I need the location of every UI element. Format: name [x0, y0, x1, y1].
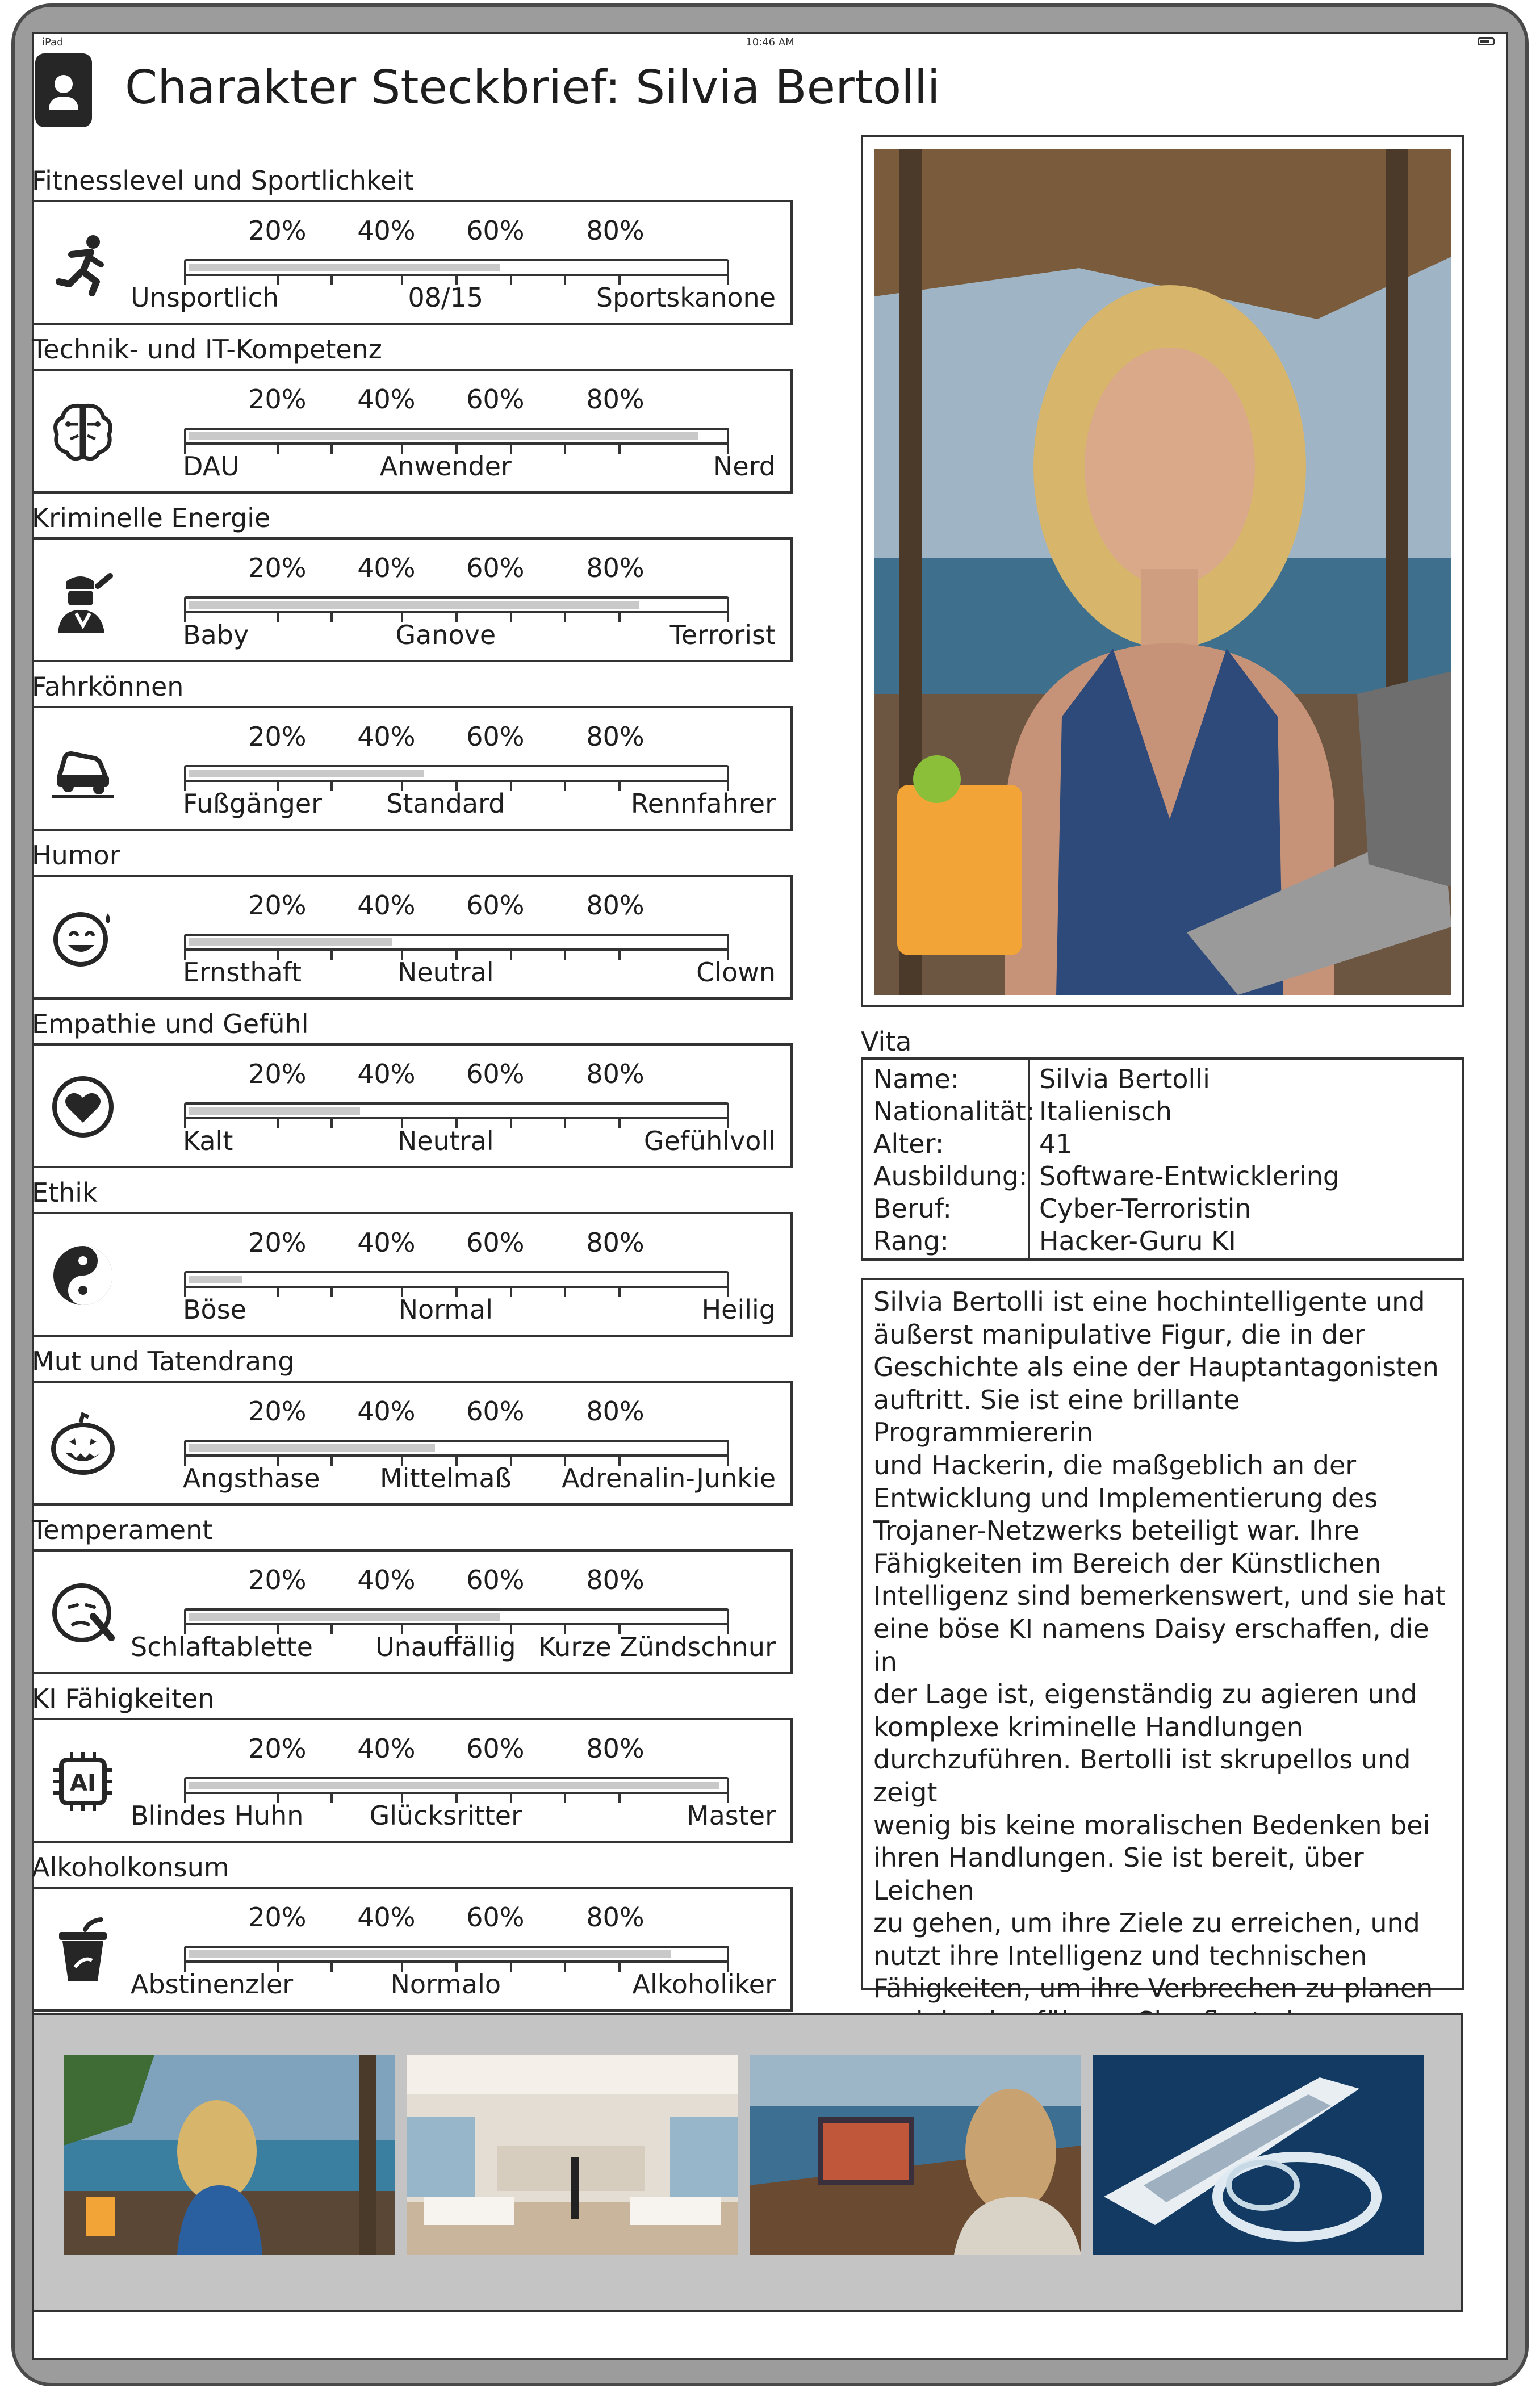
scale-middle-label: Neutral — [397, 957, 494, 988]
vita-field-label: Rang: — [873, 1226, 949, 1256]
scale-left-label: Schlaftablette — [131, 1632, 313, 1662]
biography-line: und Hackerin, die maßgeblich an der — [873, 1449, 1357, 1481]
scale-middle-label: Normalo — [390, 1969, 501, 2000]
brain-circuit-icon — [49, 398, 117, 466]
scale-right-label: Alkoholiker — [632, 1969, 776, 2000]
scale-left-label: Angsthase — [183, 1463, 320, 1494]
vita-field-label: Nationalität: — [873, 1096, 1035, 1127]
scale-mark-label: 80% — [586, 890, 645, 921]
scale-tick — [510, 948, 512, 960]
scale-tick — [510, 274, 512, 285]
scale-tick — [564, 1117, 566, 1128]
biography-line: zu gehen, um ihre Ziele zu erreichen, und — [873, 1908, 1420, 1939]
attribute-label: Kriminelle Energie — [32, 503, 271, 533]
scale-tick — [564, 611, 566, 622]
scale-mark-label: 80% — [586, 721, 645, 752]
vita-heading: Vita — [861, 1026, 912, 1057]
scale-mark-label: 20% — [248, 721, 307, 752]
scale-tick — [564, 948, 566, 960]
scale-mark-label: 40% — [357, 384, 416, 415]
rating-fill — [189, 264, 500, 271]
scale-mark-label: 80% — [586, 1565, 645, 1595]
scale-right-label: Terrorist — [669, 620, 776, 650]
rating-fill — [189, 601, 639, 609]
rating-fill — [189, 938, 392, 946]
attribute-card — [32, 369, 793, 494]
sick-face-icon — [49, 1579, 117, 1647]
biography-line: auftritt. Sie ist eine brillante Programmiererin — [873, 1384, 1240, 1448]
scale-left-label: Ernsthaft — [183, 957, 302, 988]
scale-mark-label: 40% — [357, 1733, 416, 1764]
scale-tick — [330, 1792, 333, 1803]
scale-mark-label: 80% — [586, 1227, 645, 1258]
scale-mark-label: 20% — [248, 1733, 307, 1764]
scale-left-label: Böse — [183, 1294, 246, 1325]
scale-mark-label: 80% — [586, 215, 645, 246]
scale-tick — [618, 948, 621, 960]
scale-left-label: DAU — [183, 451, 240, 482]
biography-line: ihren Handlungen. Sie ist bereit, über Leichen — [873, 1842, 1364, 1906]
scale-tick — [277, 1117, 279, 1128]
scale-mark-label: 20% — [248, 1902, 307, 1933]
attribute-card — [32, 1718, 793, 1843]
rating-fill — [189, 432, 698, 440]
scale-middle-label: Unauffällig — [375, 1632, 516, 1662]
profile-icon — [35, 53, 92, 127]
rating-fill — [189, 1613, 500, 1621]
scale-tick — [564, 274, 566, 285]
scale-mark-label: 60% — [466, 1227, 525, 1258]
character-biography — [861, 1278, 1464, 2004]
battery-icon — [1478, 37, 1495, 45]
attribute-card — [32, 1043, 793, 1168]
scale-mark-label: 20% — [248, 890, 307, 921]
scale-mark-label: 20% — [248, 1396, 307, 1427]
vita-table — [861, 1057, 1464, 1261]
scale-tick — [330, 274, 333, 285]
device-name: iPad — [42, 36, 64, 48]
scale-tick — [277, 611, 279, 622]
scale-right-label: Heilig — [701, 1294, 776, 1325]
scale-left-label: Baby — [183, 620, 249, 650]
scale-mark-label: 60% — [466, 1565, 525, 1595]
scale-mark-label: 60% — [466, 890, 525, 921]
scale-mark-label: 40% — [357, 890, 416, 921]
attribute-label: Alkoholkonsum — [32, 1852, 229, 1883]
scale-tick — [330, 442, 333, 454]
scale-mark-label: 40% — [357, 1565, 416, 1595]
biography-line: komplexe kriminelle Handlungen — [873, 1711, 1303, 1742]
scale-mark-label: 60% — [466, 384, 525, 415]
scale-mark-label: 60% — [466, 1902, 525, 1933]
burglar-icon — [49, 567, 117, 635]
vita-field-label: Ausbildung: — [873, 1161, 1028, 1191]
scale-tick — [330, 1623, 333, 1634]
scale-left-label: Unsportlich — [131, 282, 279, 313]
scale-tick — [330, 1960, 333, 1972]
scale-tick — [330, 948, 333, 960]
scale-tick — [330, 1117, 333, 1128]
clock: 10:46 AM — [746, 36, 794, 48]
scale-mark-label: 60% — [466, 721, 525, 752]
scale-middle-label: Normal — [398, 1294, 493, 1325]
scale-tick — [618, 780, 621, 791]
scale-mark-label: 40% — [357, 1902, 416, 1933]
scale-mark-label: 40% — [357, 215, 416, 246]
scale-left-label: Kalt — [183, 1126, 233, 1156]
scale-mark-label: 80% — [586, 1059, 645, 1089]
gallery-image-yacht-lounge[interactable] — [407, 2055, 738, 2255]
scale-mark-label: 60% — [466, 1733, 525, 1764]
scale-tick — [510, 611, 512, 622]
scale-middle-label: Standard — [386, 788, 505, 819]
vita-field-value: Software-Entwicklering — [1039, 1161, 1340, 1191]
scale-tick — [564, 442, 566, 454]
vita-field-value: Cyber-Terroristin — [1039, 1193, 1252, 1224]
attribute-label: KI Fähigkeiten — [32, 1683, 215, 1714]
scale-tick — [330, 780, 333, 791]
scale-mark-label: 80% — [586, 1733, 645, 1764]
biography-line: eine böse KI namens Daisy erschaffen, die in — [873, 1613, 1429, 1677]
vita-divider — [1028, 1060, 1030, 1258]
scale-mark-label: 80% — [586, 553, 645, 583]
biography-line: Silvia Bertolli ist eine hochintelligente und — [873, 1286, 1425, 1317]
running-person-icon — [49, 229, 117, 298]
scale-mark-label: 20% — [248, 1227, 307, 1258]
scale-right-label: Master — [686, 1800, 776, 1831]
biography-line: Entwicklung und Implementierung des — [873, 1482, 1378, 1513]
vita-field-label: Beruf: — [873, 1193, 952, 1224]
gallery-image-laptop-deck[interactable] — [750, 2055, 1081, 2255]
scale-tick — [330, 1454, 333, 1466]
drink-cup-icon — [49, 1916, 117, 1984]
scale-middle-label: Glücksritter — [369, 1800, 522, 1831]
ai-chip-icon — [49, 1747, 117, 1816]
scale-mark-label: 60% — [466, 553, 525, 583]
scale-mark-label: 20% — [248, 215, 307, 246]
scale-tick — [618, 1792, 621, 1803]
scale-tick — [618, 611, 621, 622]
scale-mark-label: 40% — [357, 1059, 416, 1089]
gallery-image-beach[interactable] — [64, 2055, 395, 2255]
scale-right-label: Sportskanone — [596, 282, 776, 313]
rating-fill — [189, 1950, 671, 1958]
scale-left-label: Blindes Huhn — [131, 1800, 304, 1831]
attribute-label: Temperament — [32, 1515, 213, 1545]
character-portrait[interactable] — [861, 135, 1464, 1007]
scale-right-label: Kurze Zündschnur — [538, 1632, 776, 1662]
scale-right-label: Rennfahrer — [630, 788, 776, 819]
scale-mark-label: 40% — [357, 1396, 416, 1427]
attribute-label: Empathie und Gefühl — [32, 1009, 309, 1039]
gallery-image-yacht-aerial[interactable] — [1093, 2055, 1424, 2255]
scale-mark-label: 80% — [586, 1902, 645, 1933]
attribute-label: Ethik — [32, 1177, 98, 1208]
attribute-card — [32, 1887, 793, 2012]
scale-middle-label: Anwender — [379, 451, 512, 482]
scale-middle-label: Neutral — [397, 1126, 494, 1156]
scale-mark-label: 20% — [248, 553, 307, 583]
scale-mark-label: 20% — [248, 1059, 307, 1089]
scale-tick — [618, 442, 621, 454]
scale-mark-label: 40% — [357, 721, 416, 752]
scale-middle-label: 08/15 — [408, 282, 484, 313]
rating-fill — [189, 1276, 242, 1283]
scale-tick — [618, 1286, 621, 1297]
scale-mark-label: 60% — [466, 215, 525, 246]
scale-right-label: Gefühlvoll — [643, 1126, 776, 1156]
svg-text:AI: AI — [70, 1770, 96, 1796]
scale-right-label: Adrenalin-Junkie — [562, 1463, 776, 1494]
scale-tick — [564, 780, 566, 791]
scale-mark-label: 80% — [586, 384, 645, 415]
vita-field-label: Name: — [873, 1064, 960, 1094]
scale-middle-label: Mittelmaß — [379, 1463, 512, 1494]
attribute-card — [32, 875, 793, 1000]
attribute-label: Fahrkönnen — [32, 671, 184, 702]
biography-line: Geschichte als eine der Hauptantagonisten — [873, 1352, 1439, 1383]
scale-left-label: Abstinenzler — [131, 1969, 294, 2000]
scale-tick — [330, 1286, 333, 1297]
scale-middle-label: Ganove — [395, 620, 496, 650]
pumpkin-icon — [49, 1410, 117, 1478]
vita-field-label: Alter: — [873, 1128, 944, 1159]
attribute-label: Fitnesslevel und Sportlichkeit — [32, 165, 415, 196]
vita-field-value: Silvia Bertolli — [1039, 1064, 1210, 1094]
attribute-card — [32, 1381, 793, 1506]
scale-tick — [277, 1286, 279, 1297]
yin-yang-icon — [49, 1241, 117, 1310]
biography-line: äußerst manipulative Figur, die in der — [873, 1319, 1365, 1350]
rating-fill — [189, 1444, 435, 1452]
attribute-card — [32, 1549, 793, 1674]
status-bar — [34, 34, 1506, 51]
scale-tick — [618, 1960, 621, 1972]
scale-tick — [330, 611, 333, 622]
scale-mark-label: 40% — [357, 1227, 416, 1258]
scale-tick — [564, 1792, 566, 1803]
smile-sweat-icon — [49, 904, 117, 972]
attribute-label: Mut und Tatendrang — [32, 1346, 295, 1377]
rating-fill — [189, 1107, 360, 1115]
scale-tick — [510, 1960, 512, 1972]
heart-icon — [49, 1073, 117, 1141]
scale-tick — [401, 274, 403, 285]
biography-line: durchzuführen. Bertolli ist skrupellos und zeigt — [873, 1744, 1411, 1808]
scale-mark-label: 40% — [357, 553, 416, 583]
scale-right-label: Nerd — [713, 451, 776, 482]
scale-tick — [564, 1960, 566, 1972]
attribute-label: Humor — [32, 840, 120, 871]
scale-right-label: Clown — [696, 957, 776, 988]
scale-mark-label: 20% — [248, 1565, 307, 1595]
attribute-card — [32, 706, 793, 831]
biography-line: Trojaner-Netzwerks beteiligt war. Ihre — [873, 1515, 1360, 1546]
scale-tick — [510, 1117, 512, 1128]
scale-mark-label: 60% — [466, 1059, 525, 1089]
rating-fill — [189, 770, 424, 777]
scale-tick — [277, 442, 279, 454]
scale-tick — [510, 1286, 512, 1297]
attribute-card — [32, 1212, 793, 1337]
vita-field-value: Italienisch — [1039, 1096, 1172, 1127]
image-gallery — [32, 2013, 1463, 2312]
biography-line: Fähigkeiten, um ihre Verbrechen zu planen — [873, 1973, 1433, 2004]
attribute-card — [32, 200, 793, 325]
biography-line: der Lage ist, eigenständig zu agieren und — [873, 1679, 1417, 1710]
vita-field-value: 41 — [1039, 1128, 1073, 1159]
scale-mark-label: 20% — [248, 384, 307, 415]
portrait-image — [874, 149, 1451, 995]
biography-line: Intelligenz sind bemerkenswert, und sie hat — [873, 1580, 1446, 1612]
scale-tick — [510, 780, 512, 791]
scale-tick — [618, 1117, 621, 1128]
page-title: Charakter Steckbrief: Silvia Bertolli — [125, 61, 940, 115]
vita-field-value: Hacker-Guru KI — [1039, 1226, 1236, 1256]
scale-tick — [564, 1286, 566, 1297]
attribute-card — [32, 537, 793, 662]
biography-line: Fähigkeiten im Bereich der Künstlichen — [873, 1548, 1382, 1579]
scale-mark-label: 80% — [586, 1396, 645, 1427]
attribute-label: Technik- und IT-Kompetenz — [32, 334, 382, 365]
rating-fill — [189, 1782, 719, 1789]
car-icon — [49, 735, 117, 804]
scale-left-label: Fußgänger — [183, 788, 323, 819]
biography-line: nutzt ihre Intelligenz und technischen — [873, 1940, 1367, 1971]
scale-mark-label: 60% — [466, 1396, 525, 1427]
biography-line: wenig bis keine moralischen Bedenken bei — [873, 1809, 1430, 1841]
